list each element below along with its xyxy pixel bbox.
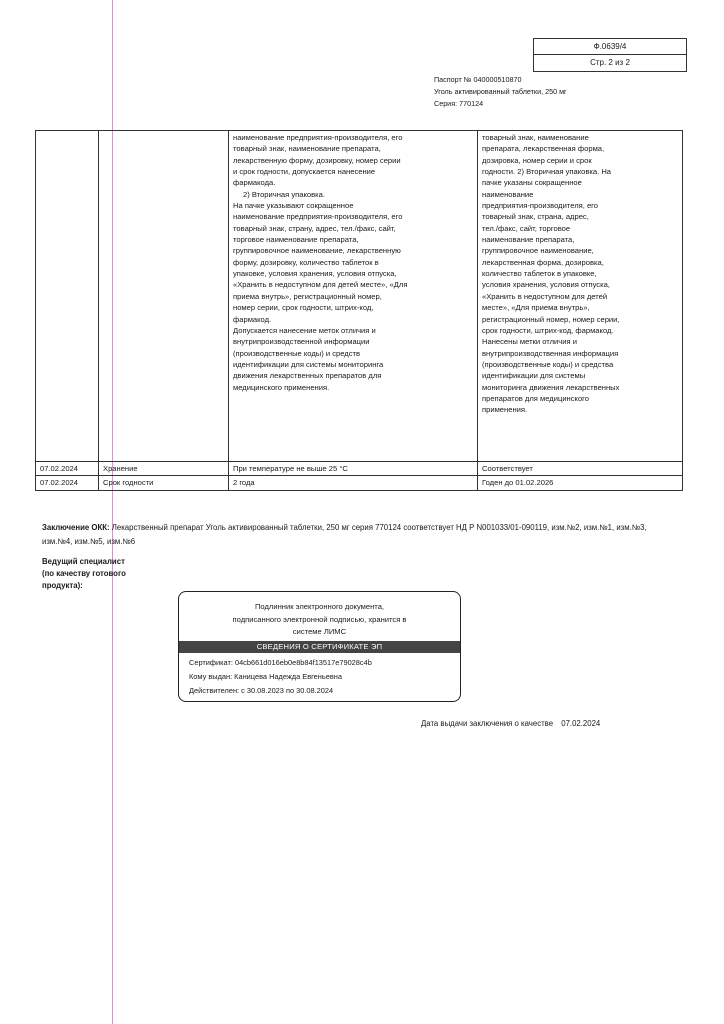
passport-number: Паспорт № 040000510870: [434, 75, 522, 84]
certificate-validity: Действителен: с 30.08.2023 по 30.08.2024: [189, 686, 334, 695]
result-cell: Соответствует: [478, 462, 683, 476]
date-cell: [36, 131, 99, 462]
requirement-cell: 2 года: [229, 476, 478, 490]
form-code-box: [533, 38, 687, 72]
requirement-cell: При температуре не выше 25 °C: [229, 462, 478, 476]
test-cell: [99, 131, 229, 462]
requirement-text-3: На пачке указывают сокращенное наименование предприятия-производителя, его товарный знак, страну, адрес, тел./факс, сайт, торговое наименование препарата, группировочное наименование, лекарственную форму, дозировку, количество таблеток в упаковке, условия хранения, условия отпуска, «Хранить в недоступном для детей месте», «Для приема внутрь», регистрационный номер, номер серии, срок годности, штрих-код, фармакод.: [233, 201, 408, 324]
result-text: товарный знак, наименование препарата, лекарственная форма, дозировка, номер серии и срок годности. 2) Вторичная упаковка. На пачке указаны сокращенное наименование предприятия-производителя, его товарный знак, страна, адрес, тел./факс, сайт, торговое наименование препарата, группировочное наименование, лекарственная форма, дозировка, количество таблеток в упаковке, условия хранения, условия отпуска, «Хранить в недоступном для детей месте», «Для приема внутрь», регистрационный номер, номер серии, срок годности, штрих-код, фармакод. Нанесены метки отличия и внутрипроизводственная информация (производственные коды) и средства идентификации для системы мониторинга движения лекарственных препаратов для медицинского применения.: [482, 133, 620, 415]
passport-block: [434, 74, 567, 110]
quality-table: [35, 130, 683, 491]
date-cell: 07.02.2024: [36, 462, 99, 476]
requirement-text-4: Допускается нанесение меток отличия и внутрипроизводственной информации (производственные коды) и средств идентификации для системы мониторинга движения лекарственных препаратов для медицинского применения.: [233, 325, 384, 392]
test-cell: Хранение: [99, 462, 229, 476]
specialist-label: Ведущий специалист (по качеству готового продукта):: [42, 557, 126, 590]
date-cell: 07.02.2024: [36, 476, 99, 490]
stamp-header: [179, 601, 460, 639]
requirement-text-1: наименование предприятия-производителя, его товарный знак, наименование препарата, лекарственную форму, дозировку, номер серии и срок годности, допускается нанесение фармакода.: [233, 133, 403, 188]
requirement-text-2: 2) Вторичная упаковка.: [243, 189, 325, 199]
conclusion-label: Заключение ОКК:: [42, 523, 110, 532]
certificate-id: Сертификат: 04cb661d016eb0e8b84f13517e79028c4b: [189, 658, 372, 667]
test-cell: Срок годности: [99, 476, 229, 490]
issue-date-line: [421, 719, 600, 728]
issue-date-value: 07.02.2024: [561, 719, 601, 728]
table-row: [36, 462, 683, 476]
table-row: [36, 476, 683, 490]
issue-date-label: Дата выдачи заключения о качестве: [421, 719, 554, 728]
stamp-line: Подлинник электронного документа,: [254, 602, 385, 611]
conclusion-text: Лекарственный препарат Уголь активированный таблетки, 250 мг серия 770124 соответствует НД Р N001033/01-090119, изм.№2, изм.№1, изм.№3, изм.№4, изм.№5, изм.№6: [42, 523, 647, 546]
result-cell: [478, 131, 683, 462]
form-code: Ф.0639/4: [593, 42, 627, 51]
requirement-cell: [229, 131, 478, 462]
stamp-line: подписанного электронной подписью, хранится в: [232, 614, 407, 624]
product-name: Уголь активированный таблетки, 250 мг: [434, 87, 567, 96]
conclusion: [42, 521, 662, 549]
table-row: [36, 131, 683, 462]
stamp-line: системе ЛИМС: [292, 627, 347, 636]
certificate-owner: Кому выдан: Каницева Надежда Евгеньевна: [189, 672, 342, 681]
page-number: Стр. 2 из 2: [534, 54, 686, 70]
result-cell: Годен до 01.02.2026: [478, 476, 683, 490]
electronic-signature-stamp: [178, 591, 461, 702]
series-number: Серия: 770124: [434, 99, 484, 108]
certificate-band: СВЕДЕНИЯ О СЕРТИФИКАТЕ ЭП: [179, 641, 460, 653]
